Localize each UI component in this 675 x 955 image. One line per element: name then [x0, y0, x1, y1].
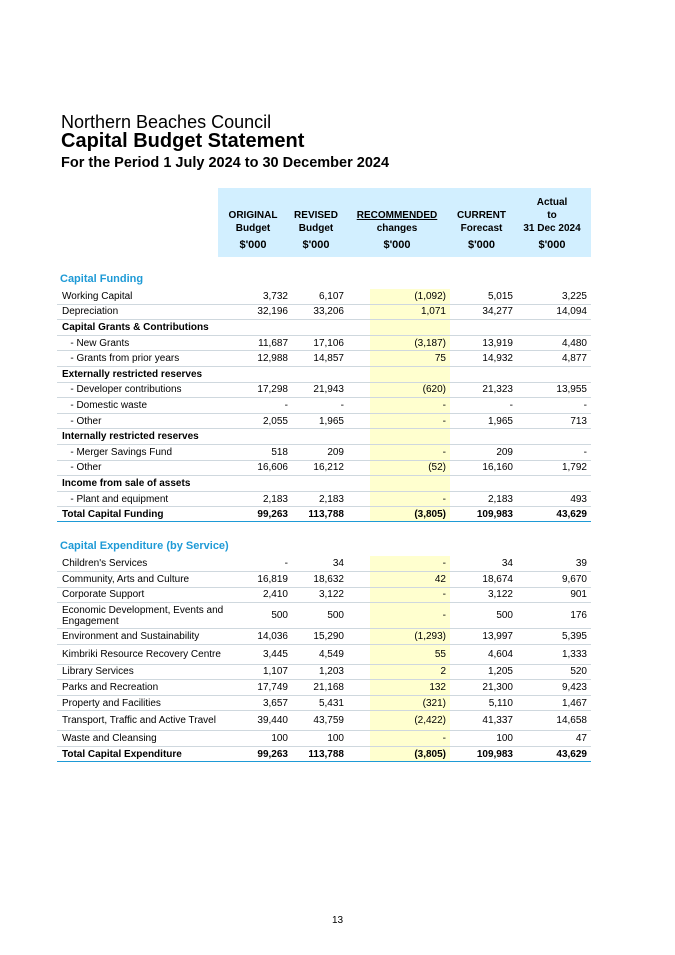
cell-current: 109,983	[476, 508, 513, 520]
col-actual-line1: Actual	[536, 197, 568, 208]
cell-actual: 901	[570, 589, 587, 601]
row-label: Working Capital	[62, 290, 133, 302]
row-label: Library Services	[62, 666, 134, 678]
cell-recommended	[370, 320, 450, 335]
cell-actual: 713	[570, 415, 587, 427]
cell-original: 500	[271, 610, 288, 622]
cell-original	[218, 367, 288, 382]
row-label: Income from sale of assets	[62, 477, 191, 489]
row-label: Environment and Sustainability	[62, 630, 200, 642]
table-row	[57, 556, 591, 572]
table-row	[57, 429, 591, 445]
cell-recommended: -	[370, 398, 450, 413]
cell-original: -	[284, 558, 288, 570]
cell-current: 34	[501, 558, 513, 570]
row-label: Total Capital Funding	[62, 508, 164, 520]
table-row	[57, 588, 591, 604]
cell-actual: 1,333	[561, 648, 587, 660]
row-label: - Plant and equipment	[62, 493, 169, 505]
table-row	[57, 398, 591, 414]
row-label: - Merger Savings Fund	[62, 446, 173, 458]
cell-original: 3,732	[262, 290, 288, 302]
cell-original: 39,440	[257, 715, 288, 727]
cell-current: 3,122	[487, 589, 513, 601]
cell-current	[450, 476, 513, 491]
funding-rows	[57, 289, 591, 522]
col-current-line2: Forecast	[460, 223, 503, 234]
cell-current: 2,183	[487, 493, 513, 505]
cell-current	[450, 367, 513, 382]
table-header	[57, 188, 591, 257]
section-title-funding: Capital Funding	[60, 273, 144, 285]
cell-revised: -	[340, 399, 344, 411]
cell-actual: 520	[570, 666, 587, 678]
cell-original: 3,445	[262, 648, 288, 660]
cell-revised	[288, 320, 344, 335]
cell-revised: 209	[327, 446, 344, 458]
row-label: - Grants from prior years	[62, 353, 180, 365]
cell-revised: 15,290	[313, 630, 344, 642]
cell-recommended	[370, 476, 450, 491]
table-row	[57, 629, 591, 645]
table-row	[57, 665, 591, 681]
cell-actual: -	[583, 399, 587, 411]
cell-revised: 2,183	[318, 493, 344, 505]
col-current-forecast	[450, 188, 513, 257]
cell-revised: 43,759	[313, 715, 344, 727]
cell-revised: 1,965	[318, 415, 344, 427]
cell-revised: 500	[327, 610, 344, 622]
total-row	[57, 507, 591, 522]
cell-original	[218, 476, 288, 491]
col-recommended-line1: RECOMMENDED	[356, 210, 438, 221]
cell-recommended	[370, 367, 450, 382]
row-label: Parks and Recreation	[62, 682, 159, 694]
page-title: Capital Budget Statement	[61, 130, 305, 152]
cell-original: 2,055	[262, 415, 288, 427]
cell-current: 109,983	[476, 748, 513, 760]
cell-actual: 5,395	[561, 630, 587, 642]
row-label: - Other	[62, 462, 102, 474]
table-row	[57, 305, 591, 321]
cell-current: 13,919	[482, 337, 513, 349]
cell-actual: 493	[570, 493, 587, 505]
cell-original: 16,819	[257, 573, 288, 585]
row-label: Children's Services	[62, 558, 148, 570]
cell-actual: 14,658	[556, 715, 587, 727]
col-original-line1: ORIGINAL	[228, 210, 278, 221]
cell-current	[450, 429, 513, 444]
table-row	[57, 680, 591, 696]
col-original-unit: $'000	[239, 239, 267, 251]
cell-actual	[513, 429, 587, 444]
table-row	[57, 383, 591, 399]
col-revised-unit: $'000	[302, 239, 330, 251]
cell-revised: 16,212	[313, 462, 344, 474]
col-current-unit: $'000	[467, 239, 496, 251]
cell-current: 21,300	[482, 682, 513, 694]
cell-revised: 100	[327, 733, 344, 745]
cell-actual: 9,670	[561, 573, 587, 585]
cell-recommended: (52)	[370, 461, 450, 476]
cell-current: 5,015	[487, 290, 513, 302]
period-subtitle: For the Period 1 July 2024 to 30 December 2024	[61, 155, 390, 171]
cell-revised	[288, 429, 344, 444]
table-row	[57, 731, 591, 747]
col-revised-line2: Budget	[298, 223, 334, 234]
row-label: - Other	[62, 415, 102, 427]
cell-actual: 1,467	[561, 697, 587, 709]
cell-revised: 5,431	[318, 697, 344, 709]
cell-recommended: -	[370, 731, 450, 746]
cell-recommended: 75	[370, 351, 450, 366]
cell-current	[450, 320, 513, 335]
cell-recommended: (3,805)	[370, 747, 450, 761]
cell-actual: 43,629	[556, 508, 587, 520]
cell-recommended: 132	[370, 680, 450, 695]
page-number: 13	[331, 915, 344, 926]
capital-budget-table	[57, 188, 591, 762]
cell-original	[218, 320, 288, 335]
cell-actual: 43,629	[556, 748, 587, 760]
cell-original: 11,687	[258, 337, 288, 349]
expenditure-rows	[57, 556, 591, 762]
cell-current: 4,604	[487, 648, 513, 660]
table-row	[57, 461, 591, 477]
cell-revised: 21,168	[313, 682, 344, 694]
col-revised-line1: REVISED	[294, 210, 338, 221]
cell-recommended: -	[370, 588, 450, 603]
row-label: - Developer contributions	[62, 384, 182, 396]
row-label: Transport, Traffic and Active Travel	[62, 715, 216, 727]
col-actual-to-date	[513, 188, 591, 257]
col-revised-budget	[288, 188, 344, 257]
cell-recommended: 1,071	[370, 305, 450, 320]
cell-original: 99,263	[257, 748, 288, 760]
row-label: Depreciation	[62, 306, 119, 318]
total-row	[57, 747, 591, 762]
table-row	[57, 476, 591, 492]
cell-recommended: (1,092)	[370, 289, 450, 304]
cell-current: 13,997	[482, 630, 513, 642]
cell-recommended: 2	[370, 665, 450, 680]
cell-revised: 21,943	[313, 384, 344, 396]
cell-actual: 176	[570, 610, 587, 622]
cell-original: 1,107	[262, 666, 288, 678]
row-label: Property and Facilities	[62, 697, 161, 709]
row-label: Kimbriki Resource Recovery Centre	[62, 648, 221, 660]
col-original-budget	[218, 188, 288, 257]
cell-recommended: 55	[370, 645, 450, 664]
cell-current: 1,965	[487, 415, 513, 427]
table-row	[57, 711, 591, 731]
cell-actual: 4,877	[561, 353, 587, 365]
cell-recommended: (2,422)	[370, 711, 450, 730]
table-row	[57, 445, 591, 461]
cell-revised: 113,788	[308, 508, 344, 520]
cell-actual: 1,792	[561, 462, 587, 474]
table-row	[57, 351, 591, 367]
col-recommended-unit: $'000	[383, 239, 411, 251]
col-original-line2: Budget	[235, 223, 271, 234]
cell-recommended: (620)	[370, 383, 450, 398]
cell-revised: 6,107	[318, 290, 344, 302]
cell-current: -	[509, 399, 513, 411]
cell-current: 500	[496, 610, 513, 622]
row-label: Capital Grants & Contributions	[62, 321, 209, 333]
cell-actual	[513, 476, 587, 491]
cell-revised: 4,549	[318, 648, 344, 660]
cell-original: -	[284, 399, 288, 411]
cell-original: 16,606	[257, 462, 288, 474]
table-row	[57, 414, 591, 430]
cell-recommended: -	[370, 445, 450, 460]
row-label: Economic Development, Events and Engagement	[62, 604, 224, 627]
cell-current: 41,337	[482, 715, 513, 727]
col-actual-line2: to	[547, 210, 557, 221]
cell-revised: 17,106	[313, 337, 344, 349]
cell-actual: 39	[575, 558, 587, 570]
table-row	[57, 572, 591, 588]
section-title-expenditure: Capital Expenditure (by Service)	[60, 540, 229, 553]
cell-actual: 3,225	[561, 290, 587, 302]
row-label: Total Capital Expenditure	[62, 748, 182, 760]
cell-current: 34,277	[482, 306, 513, 318]
table-row	[57, 336, 591, 352]
cell-current: 21,323	[482, 384, 513, 396]
cell-current: 209	[496, 446, 513, 458]
col-actual-unit: $'000	[538, 239, 566, 251]
cell-revised: 34	[332, 558, 344, 570]
cell-revised	[288, 476, 344, 491]
cell-current: 14,932	[482, 353, 513, 365]
cell-actual: 4,480	[561, 337, 587, 349]
cell-current: 5,110	[488, 697, 513, 709]
cell-actual: 47	[575, 733, 587, 745]
row-label: Waste and Cleansing	[62, 733, 157, 745]
cell-revised: 1,203	[318, 666, 344, 678]
cell-current: 1,205	[487, 666, 513, 678]
row-label: - Domestic waste	[62, 399, 148, 411]
cell-actual: 9,423	[561, 682, 587, 694]
cell-original: 3,657	[262, 697, 288, 709]
cell-recommended: (3,805)	[370, 507, 450, 521]
cell-actual: 13,955	[556, 384, 587, 396]
cell-recommended: (1,293)	[370, 629, 450, 644]
cell-original: 32,196	[257, 306, 288, 318]
col-actual-line3: 31 Dec 2024	[523, 223, 581, 234]
cell-actual	[513, 320, 587, 335]
table-row	[57, 289, 591, 305]
cell-original: 12,988	[257, 353, 288, 365]
table-row	[57, 367, 591, 383]
cell-original: 2,410	[262, 589, 288, 601]
cell-revised: 3,122	[318, 589, 344, 601]
cell-recommended: (3,187)	[370, 336, 450, 351]
row-label: - New Grants	[62, 337, 130, 349]
cell-recommended: -	[370, 414, 450, 429]
cell-original: 2,183	[262, 493, 288, 505]
cell-current: 100	[496, 733, 513, 745]
cell-original: 14,036	[257, 630, 288, 642]
row-label: Externally restricted reserves	[62, 368, 203, 380]
cell-recommended	[370, 429, 450, 444]
cell-current: 16,160	[482, 462, 513, 474]
cell-recommended: -	[370, 492, 450, 507]
table-row	[57, 492, 591, 508]
cell-revised: 18,632	[313, 573, 344, 585]
org-name: Northern Beaches Council	[61, 112, 272, 132]
cell-revised: 33,206	[313, 306, 344, 318]
cell-original: 99,263	[257, 508, 288, 520]
cell-recommended: (321)	[370, 696, 450, 711]
cell-original: 100	[271, 733, 288, 745]
cell-original	[218, 429, 288, 444]
cell-actual: 14,094	[556, 306, 587, 318]
cell-current: 18,674	[482, 573, 513, 585]
row-label: Corporate Support	[62, 589, 145, 601]
cell-actual	[513, 367, 587, 382]
cell-actual: -	[583, 446, 587, 458]
cell-revised: 14,857	[313, 353, 344, 365]
cell-revised: 113,788	[308, 748, 344, 760]
table-row	[57, 603, 591, 629]
row-label: Internally restricted reserves	[62, 431, 199, 443]
col-current-line1: CURRENT	[457, 210, 506, 221]
table-row	[57, 696, 591, 712]
row-label: Community, Arts and Culture	[62, 573, 190, 585]
cell-revised	[288, 367, 344, 382]
cell-original: 518	[271, 446, 288, 458]
cell-recommended: 42	[370, 572, 450, 587]
cell-original: 17,749	[257, 682, 288, 694]
table-row	[57, 645, 591, 665]
col-recommended-changes	[344, 188, 450, 257]
cell-original: 17,298	[257, 384, 288, 396]
cell-recommended: -	[370, 556, 450, 571]
col-recommended-line2: changes	[376, 223, 418, 234]
table-row	[57, 320, 591, 336]
cell-recommended: -	[370, 603, 450, 628]
